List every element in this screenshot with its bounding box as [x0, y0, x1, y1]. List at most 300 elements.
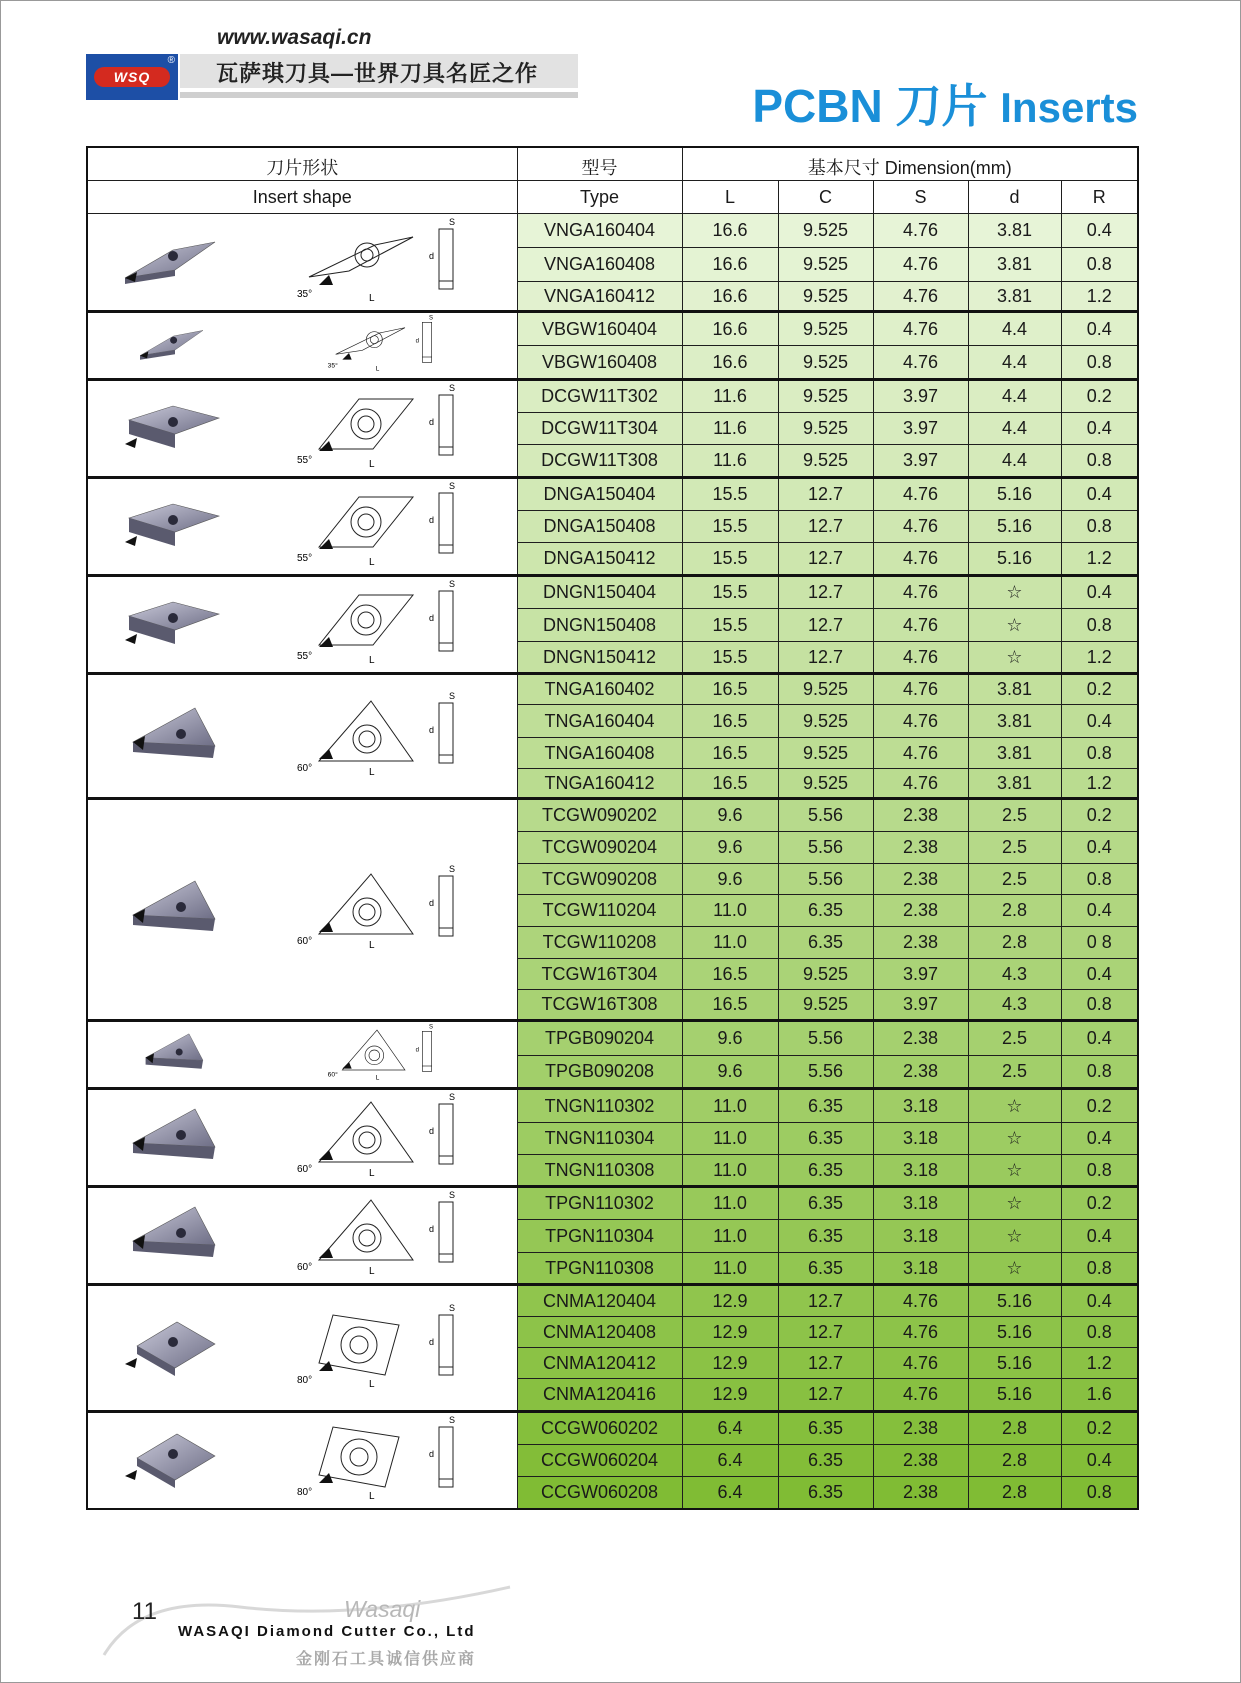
dim-d-cell: 5.16 [968, 1348, 1061, 1379]
type-cell: DCGW11T308 [517, 444, 682, 477]
svg-text:d: d [429, 898, 435, 908]
table-row [87, 312, 1138, 346]
dim-r-cell: 0.2 [1061, 1412, 1138, 1445]
svg-text:d: d [429, 724, 435, 735]
type-cell: DNGA150412 [517, 542, 682, 575]
dim-d-cell: 5.16 [968, 542, 1061, 575]
dim-l-cell: 16.6 [682, 248, 778, 282]
svg-text:d: d [429, 1224, 435, 1234]
dim-l-cell: 11.6 [682, 413, 778, 445]
svg-text:S: S [449, 1415, 456, 1425]
dim-s-cell: 2.38 [873, 832, 968, 864]
dim-r-cell: 0.4 [1061, 1123, 1138, 1155]
dim-r-cell: 0.2 [1061, 380, 1138, 413]
table-row [87, 1089, 1138, 1123]
dim-d-cell: 5.16 [968, 1285, 1061, 1317]
dim-r-cell: 0.8 [1061, 608, 1138, 642]
dim-c-cell: 9.525 [778, 738, 873, 769]
dim-c-cell: 5.56 [778, 1056, 873, 1089]
dim-l-cell: 16.5 [682, 769, 778, 799]
header-type-en: Type [517, 181, 682, 214]
header-dimension: 基本尺寸 Dimension(mm) [682, 147, 1138, 181]
svg-text:d: d [429, 1126, 435, 1136]
dim-l-cell: 15.5 [682, 608, 778, 642]
dim-d-cell: ☆ [968, 1187, 1061, 1220]
dim-r-cell: 0.8 [1061, 346, 1138, 380]
svg-text:S: S [449, 1302, 456, 1313]
type-cell: TNGA160408 [517, 738, 682, 769]
dim-r-cell: 1.6 [1061, 1379, 1138, 1412]
svg-text:L: L [369, 557, 375, 568]
registered-mark: ® [167, 55, 175, 66]
page-title-cn: PCBN 刀片 [752, 80, 988, 132]
dim-s-cell: 2.38 [873, 799, 968, 832]
dim-d-cell: 2.8 [968, 927, 1061, 959]
dim-c-cell: 6.35 [778, 1123, 873, 1155]
dim-r-cell: 0.4 [1061, 576, 1138, 609]
svg-text:d: d [429, 1449, 435, 1459]
vbgw-insert-icon [115, 315, 235, 376]
type-cell: DNGN150408 [517, 608, 682, 642]
type-cell: TNGN110304 [517, 1123, 682, 1155]
insert-dimension-drawing [289, 215, 489, 310]
svg-text:L: L [369, 655, 375, 666]
dim-c-cell: 5.56 [778, 864, 873, 895]
svg-text:L: L [369, 1491, 375, 1502]
type-cell: TPGN110302 [517, 1187, 682, 1220]
dim-c-cell: 9.525 [778, 959, 873, 990]
dim-l-cell: 11.0 [682, 1187, 778, 1220]
dim-l-cell: 16.5 [682, 674, 778, 705]
dim-s-cell: 3.97 [873, 380, 968, 413]
dim-d-cell: 3.81 [968, 705, 1061, 738]
dim-r-cell: 1.2 [1061, 542, 1138, 575]
dim-l-cell: 15.5 [682, 642, 778, 674]
type-cell: TCGW110204 [517, 895, 682, 927]
insert-shape-cell [87, 1089, 517, 1187]
dim-d-cell: 4.4 [968, 312, 1061, 346]
type-cell: TCGW090202 [517, 799, 682, 832]
insert-dimension-drawing [289, 479, 489, 574]
type-cell: CNMA120404 [517, 1285, 682, 1317]
type-cell: CNMA120412 [517, 1348, 682, 1379]
dim-c-cell: 12.7 [778, 1317, 873, 1348]
insert-shape-cell [87, 576, 517, 674]
dim-l-cell: 11.0 [682, 895, 778, 927]
dim-s-cell: 2.38 [873, 1021, 968, 1056]
dim-s-cell: 3.18 [873, 1187, 968, 1220]
svg-text:80°: 80° [297, 1374, 313, 1386]
type-cell: CNMA120416 [517, 1379, 682, 1412]
header-shape-cn: 刀片形状 [87, 147, 517, 181]
dim-r-cell: 1.2 [1061, 282, 1138, 312]
dim-r-cell: 0.4 [1061, 959, 1138, 990]
dim-l-cell: 12.9 [682, 1379, 778, 1412]
type-cell: TCGW110208 [517, 927, 682, 959]
type-cell: CCGW060208 [517, 1477, 682, 1509]
insert-dimension-drawing [289, 1188, 489, 1283]
insert-shape-cell [87, 214, 517, 312]
dim-d-cell: 2.8 [968, 895, 1061, 927]
dim-l-cell: 16.5 [682, 705, 778, 738]
dim-s-cell: 4.76 [873, 248, 968, 282]
dim-c-cell: 12.7 [778, 1348, 873, 1379]
dim-s-cell: 2.38 [873, 895, 968, 927]
dim-d-cell: ☆ [968, 1123, 1061, 1155]
dim-s-cell: 2.38 [873, 1445, 968, 1477]
dim-s-cell: 4.76 [873, 738, 968, 769]
dcgw-insert-icon [115, 386, 235, 471]
dim-r-cell: 0.2 [1061, 674, 1138, 705]
svg-text:L: L [376, 1074, 380, 1082]
dim-c-cell: 6.35 [778, 895, 873, 927]
dim-d-cell: ☆ [968, 1089, 1061, 1123]
dim-r-cell: 0.2 [1061, 799, 1138, 832]
dim-c-cell: 6.35 [778, 1089, 873, 1123]
dim-s-cell: 4.76 [873, 214, 968, 248]
insert-dimension-drawing [289, 1090, 489, 1185]
footer-company-cn: 金刚石工具诚信供应商 [296, 1651, 477, 1668]
dim-s-cell: 4.76 [873, 674, 968, 705]
dim-s-cell: 4.76 [873, 1379, 968, 1412]
type-cell: TNGN110308 [517, 1155, 682, 1187]
dim-l-cell: 16.6 [682, 214, 778, 248]
insert-shape-cell [87, 380, 517, 478]
dim-c-cell: 6.35 [778, 1187, 873, 1220]
dim-s-cell: 4.76 [873, 312, 968, 346]
svg-text:S: S [449, 383, 456, 393]
dim-r-cell: 0.8 [1061, 1155, 1138, 1187]
dim-l-cell: 11.0 [682, 1219, 778, 1253]
dim-s-cell: 3.18 [873, 1123, 968, 1155]
dim-d-cell: 5.16 [968, 1317, 1061, 1348]
svg-text:60°: 60° [297, 1262, 313, 1273]
type-cell: CCGW060202 [517, 1412, 682, 1445]
tngn-insert-icon [115, 1095, 235, 1180]
dim-l-cell: 16.6 [682, 346, 778, 380]
dim-c-cell: 6.35 [778, 1219, 873, 1253]
dim-s-cell: 3.97 [873, 444, 968, 477]
svg-text:S: S [449, 864, 456, 874]
insert-dimension-drawing [289, 313, 489, 378]
dim-l-cell: 9.6 [682, 799, 778, 832]
dim-d-cell: 5.16 [968, 511, 1061, 542]
svg-text:80°: 80° [297, 1487, 313, 1498]
insert-dimension-drawing [289, 689, 489, 784]
insert-dimension-drawing [289, 1413, 489, 1508]
insert-dimension-drawing [289, 381, 489, 476]
dim-s-cell: 4.76 [873, 769, 968, 799]
dim-c-cell: 6.35 [778, 1155, 873, 1187]
dnga-insert-icon [115, 484, 235, 569]
svg-text:55°: 55° [297, 553, 313, 564]
type-cell: DNGN150412 [517, 642, 682, 674]
insert-shape-cell [87, 799, 517, 1021]
dim-d-cell: 2.5 [968, 1056, 1061, 1089]
dim-s-cell: 4.76 [873, 705, 968, 738]
dim-c-cell: 12.7 [778, 542, 873, 575]
dim-s-cell: 4.76 [873, 1317, 968, 1348]
svg-text:d: d [429, 417, 435, 427]
dim-d-cell: 3.81 [968, 769, 1061, 799]
dim-d-cell: ☆ [968, 608, 1061, 642]
logo-text: WSQ [94, 67, 170, 87]
dim-d-cell: 4.4 [968, 380, 1061, 413]
tnga-insert-icon [115, 694, 235, 779]
dim-s-cell: 3.97 [873, 990, 968, 1021]
type-cell: CCGW060204 [517, 1445, 682, 1477]
dim-s-cell: 2.38 [873, 864, 968, 895]
dim-d-cell: 2.8 [968, 1477, 1061, 1509]
insert-shape-cell [87, 478, 517, 576]
svg-text:S: S [449, 481, 456, 491]
dim-s-cell: 4.76 [873, 282, 968, 312]
type-cell: TPGN110308 [517, 1253, 682, 1285]
type-cell: TCGW090208 [517, 864, 682, 895]
tpgn-insert-icon [115, 1193, 235, 1278]
type-cell: DNGA150408 [517, 511, 682, 542]
dim-l-cell: 15.5 [682, 542, 778, 575]
header-dim-d: d [968, 181, 1061, 214]
svg-text:S: S [449, 579, 456, 589]
dim-d-cell: 2.5 [968, 799, 1061, 832]
dim-d-cell: ☆ [968, 1219, 1061, 1253]
dim-s-cell: 3.97 [873, 959, 968, 990]
type-cell: TCGW16T304 [517, 959, 682, 990]
insert-spec-table [86, 146, 1139, 1510]
dim-c-cell: 12.7 [778, 1379, 873, 1412]
type-cell: TNGN110302 [517, 1089, 682, 1123]
dim-l-cell: 11.6 [682, 380, 778, 413]
dim-d-cell: 2.5 [968, 832, 1061, 864]
dim-c-cell: 9.525 [778, 769, 873, 799]
svg-text:60°: 60° [297, 936, 313, 947]
type-cell: VNGA160412 [517, 282, 682, 312]
dim-c-cell: 5.56 [778, 832, 873, 864]
dim-c-cell: 12.7 [778, 576, 873, 609]
svg-text:L: L [369, 766, 375, 778]
dim-l-cell: 11.0 [682, 1253, 778, 1285]
dim-d-cell: 4.4 [968, 346, 1061, 380]
dim-l-cell: 11.0 [682, 927, 778, 959]
dim-d-cell: 4.3 [968, 959, 1061, 990]
brand-slogan: 瓦萨琪刀具—世界刀具名匠之作 [216, 61, 539, 86]
dim-r-cell: 0.8 [1061, 990, 1138, 1021]
cnma-insert-icon [115, 1306, 235, 1391]
dim-l-cell: 12.9 [682, 1317, 778, 1348]
dim-r-cell: 0.4 [1061, 1021, 1138, 1056]
type-cell: DCGW11T304 [517, 413, 682, 445]
type-cell: TPGB090204 [517, 1021, 682, 1056]
insert-dimension-drawing [289, 577, 489, 672]
table-row [87, 1187, 1138, 1220]
dim-c-cell: 9.525 [778, 674, 873, 705]
dim-r-cell: 0.4 [1061, 1445, 1138, 1477]
svg-text:L: L [369, 292, 375, 304]
dim-r-cell: 1.2 [1061, 769, 1138, 799]
svg-text:L: L [369, 1378, 375, 1390]
svg-text:S: S [429, 1024, 434, 1031]
header-dim-r: R [1061, 181, 1138, 214]
insert-shape-cell [87, 1187, 517, 1285]
dim-l-cell: 6.4 [682, 1477, 778, 1509]
svg-text:d: d [429, 250, 435, 261]
dim-s-cell: 4.76 [873, 608, 968, 642]
svg-text:S: S [449, 690, 456, 701]
dim-d-cell: 2.8 [968, 1445, 1061, 1477]
insert-dimension-drawing [289, 1022, 489, 1087]
page-title [752, 78, 1138, 136]
dim-r-cell: 1.2 [1061, 1348, 1138, 1379]
dim-l-cell: 11.0 [682, 1089, 778, 1123]
dim-l-cell: 11.0 [682, 1155, 778, 1187]
dim-c-cell: 9.525 [778, 444, 873, 477]
svg-text:S: S [449, 1092, 456, 1102]
svg-text:L: L [369, 459, 375, 470]
type-cell: VNGA160408 [517, 248, 682, 282]
dim-d-cell: 4.3 [968, 990, 1061, 1021]
dim-s-cell: 3.97 [873, 413, 968, 445]
insert-shape-cell [87, 1285, 517, 1412]
dim-s-cell: 4.76 [873, 576, 968, 609]
dim-d-cell: 2.8 [968, 1412, 1061, 1445]
dim-l-cell: 16.5 [682, 959, 778, 990]
dim-r-cell: 0.8 [1061, 1253, 1138, 1285]
dim-l-cell: 12.9 [682, 1348, 778, 1379]
dim-d-cell: ☆ [968, 576, 1061, 609]
dim-d-cell: 3.81 [968, 214, 1061, 248]
dim-c-cell: 9.525 [778, 248, 873, 282]
dim-r-cell: 0.8 [1061, 248, 1138, 282]
dim-d-cell: 4.4 [968, 413, 1061, 445]
dim-c-cell: 12.7 [778, 478, 873, 511]
dim-d-cell: 4.4 [968, 444, 1061, 477]
dim-d-cell: 2.5 [968, 1021, 1061, 1056]
dim-c-cell: 9.525 [778, 214, 873, 248]
dim-l-cell: 6.4 [682, 1412, 778, 1445]
dim-r-cell: 0.2 [1061, 1089, 1138, 1123]
dim-c-cell: 6.35 [778, 1253, 873, 1285]
dim-d-cell: 3.81 [968, 248, 1061, 282]
dim-s-cell: 2.38 [873, 1056, 968, 1089]
type-cell: TNGA160402 [517, 674, 682, 705]
table-row [87, 576, 1138, 609]
dim-s-cell: 4.76 [873, 478, 968, 511]
table-row [87, 380, 1138, 413]
dim-l-cell: 9.6 [682, 1021, 778, 1056]
dim-d-cell: ☆ [968, 1155, 1061, 1187]
svg-text:L: L [369, 940, 375, 951]
dim-c-cell: 9.525 [778, 990, 873, 1021]
header-type-cn: 型号 [517, 147, 682, 181]
dim-s-cell: 3.18 [873, 1219, 968, 1253]
table-row [87, 1285, 1138, 1317]
dim-r-cell: 0 8 [1061, 927, 1138, 959]
dim-r-cell: 0.2 [1061, 1187, 1138, 1220]
dim-d-cell: 3.81 [968, 674, 1061, 705]
dim-s-cell: 4.76 [873, 1285, 968, 1317]
svg-text:55°: 55° [297, 651, 313, 662]
brand-logo [86, 54, 178, 100]
type-cell: TNGA160404 [517, 705, 682, 738]
dim-s-cell: 2.38 [873, 1477, 968, 1509]
type-cell: TPGN110304 [517, 1219, 682, 1253]
dim-l-cell: 11.0 [682, 1123, 778, 1155]
dim-l-cell: 15.5 [682, 576, 778, 609]
dim-s-cell: 4.76 [873, 511, 968, 542]
dim-d-cell: 5.16 [968, 1379, 1061, 1412]
footer-company-en: WASAQI Diamond Cutter Co., Ltd [178, 1623, 476, 1640]
dim-l-cell: 11.6 [682, 444, 778, 477]
dim-c-cell: 9.525 [778, 705, 873, 738]
dim-r-cell: 0.4 [1061, 832, 1138, 864]
svg-text:60°: 60° [297, 1164, 313, 1175]
type-cell: VBGW160408 [517, 346, 682, 380]
dim-l-cell: 12.9 [682, 1285, 778, 1317]
footer-brand: Wasaqi [344, 1596, 421, 1622]
dim-d-cell: 2.5 [968, 864, 1061, 895]
dim-c-cell: 5.56 [778, 1021, 873, 1056]
dim-s-cell: 4.76 [873, 1348, 968, 1379]
dim-l-cell: 16.6 [682, 312, 778, 346]
dim-d-cell: ☆ [968, 1253, 1061, 1285]
svg-text:S: S [449, 216, 456, 227]
dim-r-cell: 0.8 [1061, 511, 1138, 542]
dim-r-cell: 0.4 [1061, 214, 1138, 248]
insert-shape-cell [87, 1412, 517, 1510]
svg-text:35°: 35° [328, 362, 339, 370]
dim-r-cell: 0.8 [1061, 864, 1138, 895]
dim-r-cell: 0.4 [1061, 478, 1138, 511]
dim-r-cell: 1.2 [1061, 642, 1138, 674]
type-cell: TCGW16T308 [517, 990, 682, 1021]
dim-c-cell: 6.35 [778, 1412, 873, 1445]
table-row [87, 799, 1138, 832]
page-number: 11 [132, 1598, 157, 1625]
type-cell: DCGW11T302 [517, 380, 682, 413]
dim-r-cell: 0.8 [1061, 444, 1138, 477]
type-cell: DNGN150404 [517, 576, 682, 609]
type-cell: VBGW160404 [517, 312, 682, 346]
dim-l-cell: 16.5 [682, 990, 778, 1021]
dim-r-cell: 0.4 [1061, 705, 1138, 738]
dim-r-cell: 0.4 [1061, 1285, 1138, 1317]
table-row [87, 1021, 1138, 1056]
dim-d-cell: 3.81 [968, 282, 1061, 312]
svg-text:S: S [449, 1190, 456, 1200]
dim-c-cell: 12.7 [778, 608, 873, 642]
dim-c-cell: 12.7 [778, 511, 873, 542]
dim-d-cell: ☆ [968, 642, 1061, 674]
type-cell: TNGA160412 [517, 769, 682, 799]
dim-c-cell: 9.525 [778, 380, 873, 413]
dim-r-cell: 0.8 [1061, 738, 1138, 769]
svg-text:55°: 55° [297, 455, 313, 466]
dngn-insert-icon [115, 582, 235, 667]
type-cell: TPGB090208 [517, 1056, 682, 1089]
header-dim-s: S [873, 181, 968, 214]
website-url[interactable]: www.wasaqi.cn [217, 26, 372, 49]
dim-s-cell: 4.76 [873, 542, 968, 575]
dim-c-cell: 5.56 [778, 799, 873, 832]
dim-l-cell: 9.6 [682, 864, 778, 895]
vnga-insert-icon [115, 220, 235, 305]
dim-c-cell: 12.7 [778, 642, 873, 674]
table-row [87, 478, 1138, 511]
dim-r-cell: 0.8 [1061, 1317, 1138, 1348]
dim-l-cell: 9.6 [682, 832, 778, 864]
svg-text:S: S [429, 315, 434, 322]
